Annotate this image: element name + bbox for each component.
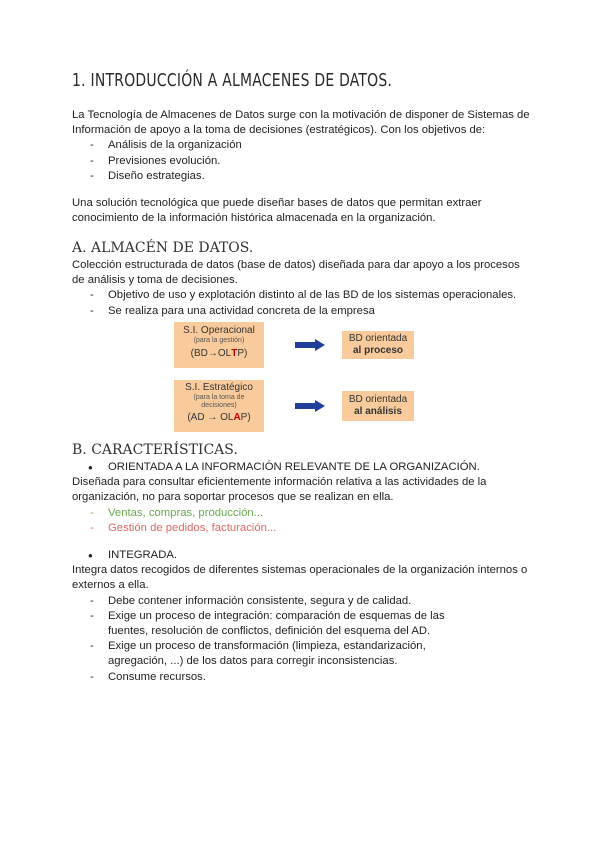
list-item: - Diseño estrategias.: [72, 169, 532, 184]
list-item: - Análisis de la organización: [72, 138, 532, 153]
list-item: - Exige un proceso de integración: comparación de esquemas de las fuentes, resolución de conflictos, definición del esquema del AD.: [72, 609, 448, 639]
arrow-right-icon: [295, 339, 325, 351]
box-analysis-line1: BD orientada: [348, 394, 408, 405]
box-operational-title: S.I. Operacional: [183, 325, 255, 336]
box-operational: [174, 322, 264, 368]
section-b-heading: B. CARACTERÍSTICAS.: [72, 442, 238, 458]
box-strategic-subtitle-2: decisiones): [201, 402, 237, 409]
list-item: - Consume recursos.: [72, 670, 492, 685]
box-strategic-formula: [174, 412, 264, 424]
box-analysis: [342, 391, 414, 421]
list-item: - Se realiza para una actividad concreta de la empresa: [72, 304, 532, 319]
section-a: [72, 258, 532, 319]
intro-paragraph: La Tecnología de Almacenes de Datos surge con la motivación de disponer de Sistemas de Información de apoyo a la toma de decisiones (estratégicos). Con los objetivos de:: [72, 109, 530, 137]
formula-pre: (AD → OL: [187, 412, 234, 423]
section-a-paragraph: Colección estructurada de datos (base de datos) diseñada para dar apoyo a los procesos de análisis y toma de decisiones.: [72, 259, 520, 287]
intro-paragraph-2-block: [72, 196, 532, 226]
box-strategic: [174, 380, 264, 432]
box-process-line1: BD orientada: [348, 333, 408, 344]
section-b-part-2: [72, 548, 532, 685]
diagram: [174, 322, 424, 436]
bullet-item: ● ORIENTADA A LA INFORMACIÓN RELEVANTE DE LA ORGANIZACIÓN.: [72, 460, 532, 475]
section-b-paragraph-2: Integra datos recogidos de diferentes sistemas operacionales de la organización internos o externos a ella.: [72, 564, 528, 592]
box-process-line2: al proceso: [352, 345, 404, 356]
formula-post: P): [237, 348, 248, 359]
formula-post: P): [240, 412, 251, 423]
section-a-list: [72, 288, 532, 318]
formula-pre: (BD→OL: [190, 348, 232, 359]
box-strategic-subtitle-1: (para la toma de: [193, 394, 245, 401]
section-b-part-1: [72, 460, 532, 536]
list-item: - Previsiones evolución.: [72, 154, 532, 169]
formula-highlight: T: [231, 348, 238, 359]
box-process: [342, 331, 414, 359]
section-b-list-2: [72, 594, 492, 685]
intro-paragraph-2: Una solución tecnológica que puede diseñar bases de datos que permitan extraer conocimiento de la información histórica almacenada en la organización.: [72, 197, 482, 225]
list-item: - Ventas, compras, producción...: [72, 506, 532, 521]
list-item: - Debe contener información consistente, segura y de calidad.: [72, 594, 492, 609]
formula-highlight: A: [233, 412, 241, 423]
box-strategic-title: S.I. Estratégico: [185, 382, 253, 393]
box-operational-formula: [174, 348, 264, 360]
intro-section: [72, 108, 532, 184]
section-a-heading: A. ALMACÉN DE DATOS.: [72, 240, 254, 256]
intro-list: [72, 138, 532, 184]
list-item: - Exige un proceso de transformación (limpieza, estandarización, agregación, ...) de los datos para corregir inconsistencias.: [72, 639, 438, 669]
box-operational-subtitle: (para la gestión): [193, 337, 245, 344]
bullet-item: ● INTEGRADA.: [72, 548, 532, 563]
section-b-list-1: [72, 506, 532, 536]
list-item: - Gestión de pedidos, facturación...: [72, 521, 532, 536]
list-item: - Objetivo de uso y explotación distinto al de las BD de los sistemas operacionales.: [72, 288, 532, 303]
arrow-right-icon: [295, 400, 325, 412]
section-b-paragraph-1: Diseñada para consultar eficientemente información relativa a las actividades de la organización, no para soportar procesos que se realizan en ella.: [72, 476, 487, 504]
page-title: 1. INTRODUCCIÓN A ALMACENES DE DATOS.: [72, 70, 393, 91]
box-analysis-line2: al análisis: [354, 406, 402, 417]
